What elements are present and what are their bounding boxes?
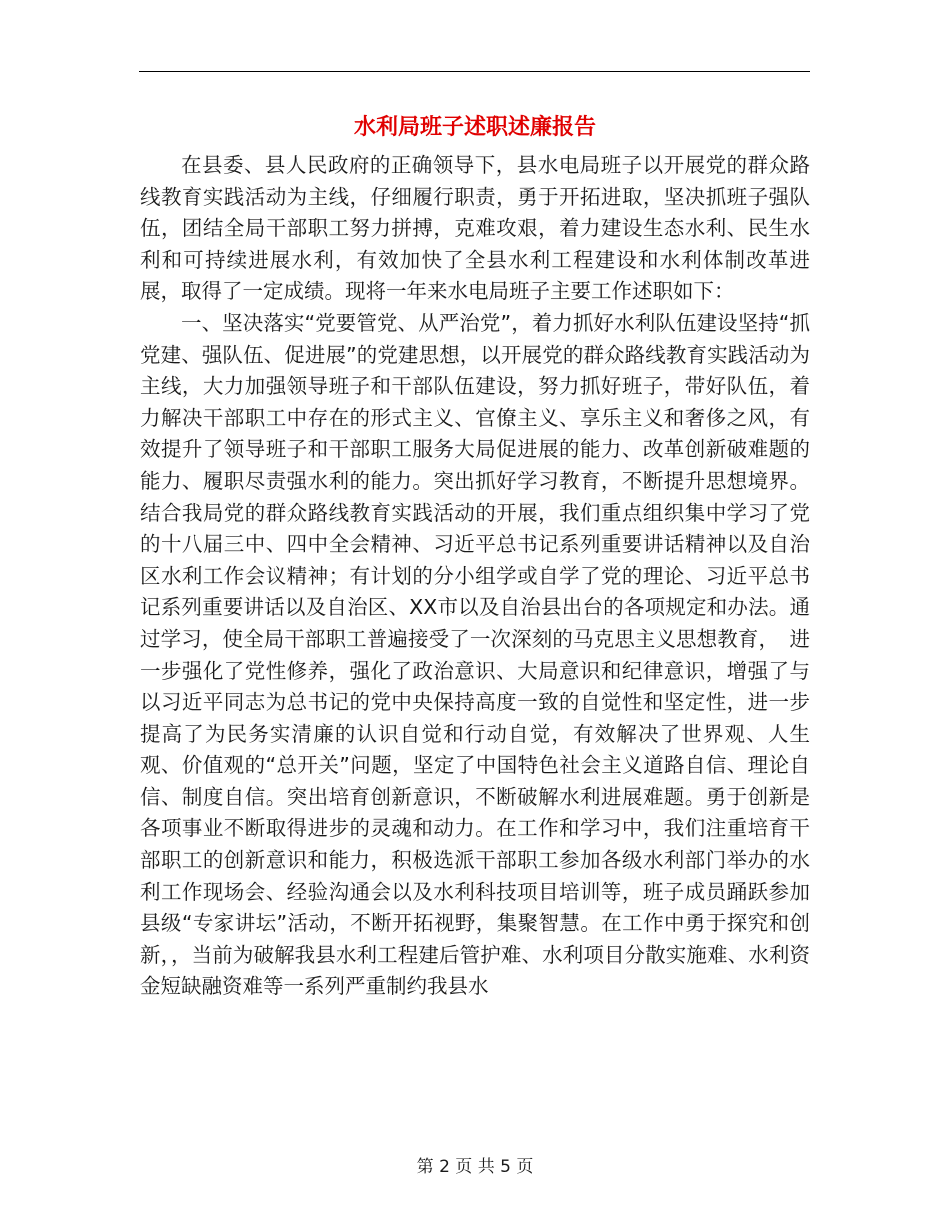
paragraph-section-one: 一、坚决落实“党要管党、从严治党”，着力抓好水利队伍建设坚持“抓党建、强队伍、促进展”的党建思想，以开展党的群众路线教育实践活动为主线，大力加强领导班子和干部队伍建设，努力抓好班子，带好队伍，着力解决干部职工中存在的形式主义、官僚主义、享乐主义和奢侈之风，有效提升了领导班子和干部职工服务大局促进展的能力、改革创新破难题的能力、履职尽责强水利的能力。突出抓好学习教育，不断提升思想境界。结合我局党的群众路线教育实践活动的开展，我们重点组织集中学习了党的十八届三中、四中全会精神、习近平总书记系列重要讲话精神以及自治区水利工作会议精神；有计划的分小组学或自学了党的理论、习近平总书记系列重要讲话以及自治区、XX市以及自治县出台的各项规定和办法。通过学习，使全局干部职工普遍接受了一次深刻的马克思主义思想教育， 进一步强化了党性修养，强化了政治意识、大局意识和纪律意识，增强了与以习近平同志为总书记的党中央保持高度一致的自觉性和坚定性，进一步提高了为民务实清廉的认识自觉和行动自觉，有效解决了世界观、人生观、价值观的“总开关”问题，坚定了中国特色社会主义道路自信、理论自信、制度自信。突出培育创新意识，不断破解水利进展难题。勇于创新是各项事业不断取得进步的灵魂和动力。在工作和学习中，我们注重培育干部职工的创新意识和能力，积极选派干部职工参加各级水利部门举办的水利工作现场会、经验沟通会以及水利科技项目培训等，班子成员踊跃参加县级“专家讲坛”活动，不断开拓视野，集聚智慧。在工作中勇于探究和创新，，当前为破解我县水利工程建后管护难、水利项目分散实施难、水利资金短缺融资难等一系列严重制约我县水 <box>140 310 810 999</box>
page-number-footer: 第 2 页 共 5 页 <box>416 1157 534 1177</box>
document-body <box>140 150 810 1003</box>
paragraph-intro: 在县委、县人民政府的正确领导下，县水电局班子以开展党的群众路线教育实践活动为主线，仔细履行职责，勇于开拓进取，坚决抓班子强队伍，团结全局干部职工努力拼搏，克难攻艰，着力建设生态水利、民生水利和可持续进展水利，有效加快了全县水利工程建设和水利体制改革进展，取得了一定成绩。现将一年来水电局班子主要工作述职如下： <box>140 153 810 304</box>
document-title: 水利局班子述职述廉报告 <box>353 114 596 140</box>
header-rule <box>139 71 810 72</box>
